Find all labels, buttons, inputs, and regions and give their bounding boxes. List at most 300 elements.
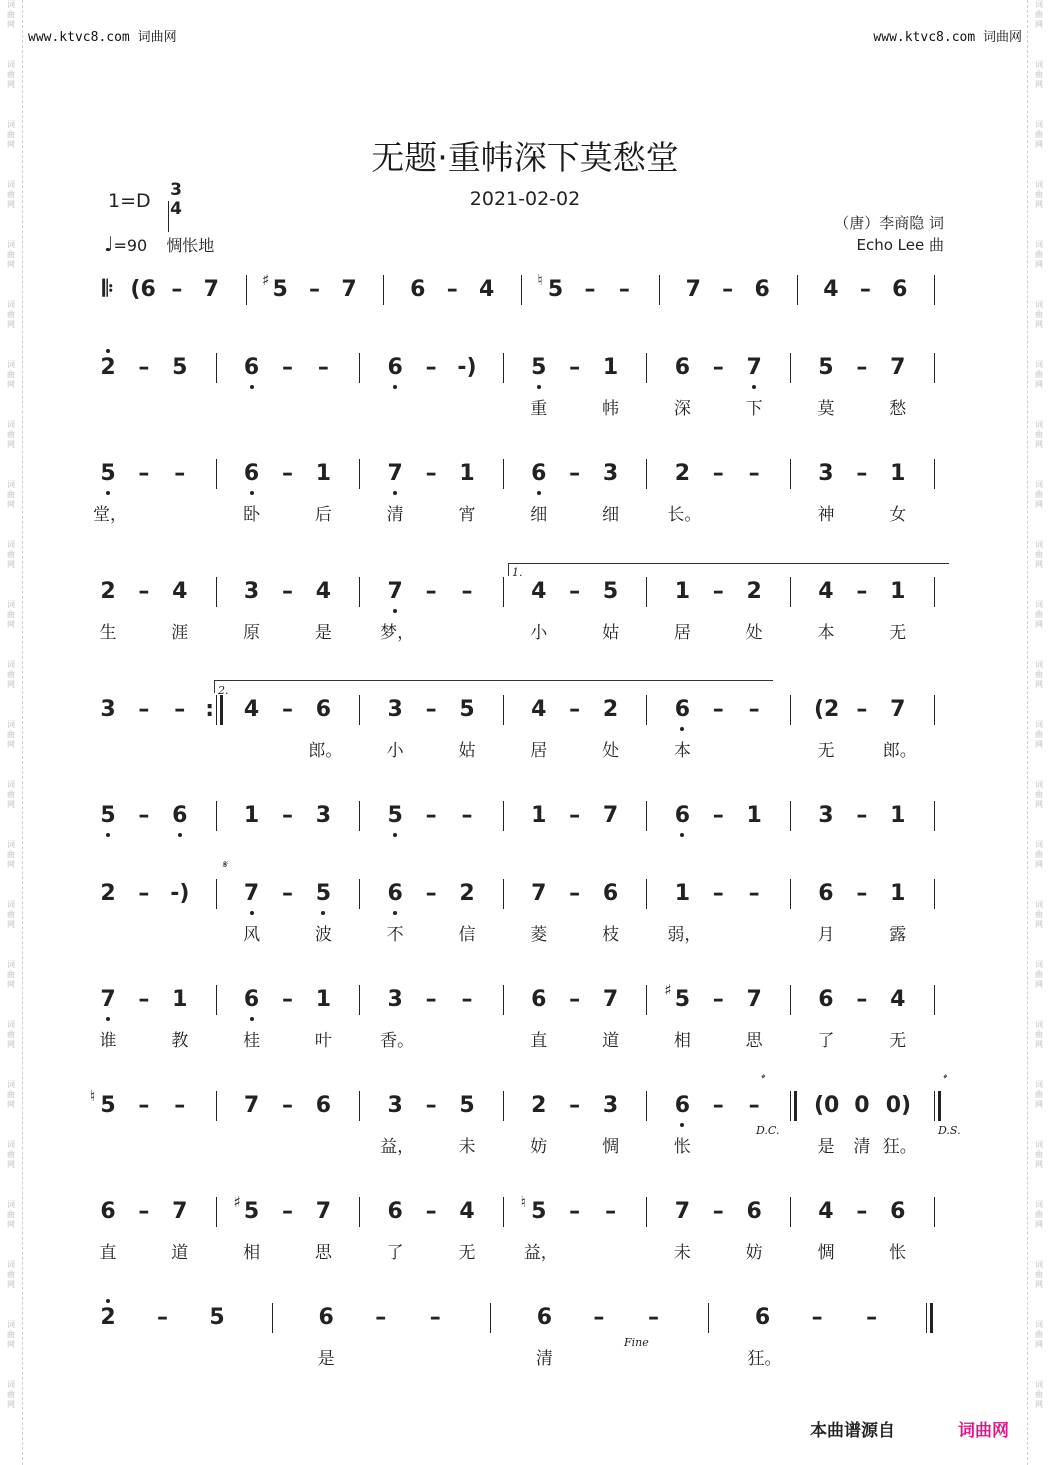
sharp-icon: ♯: [664, 981, 672, 999]
bar-line: [503, 879, 504, 909]
note: 4: [531, 579, 547, 604]
lyric-syllable: 道: [602, 1031, 620, 1051]
duration-dash: –: [569, 697, 581, 722]
source-link[interactable]: 词曲网: [958, 1421, 1009, 1441]
watermark-block: 词 曲 网: [1035, 1200, 1043, 1229]
note: 2: [100, 355, 116, 380]
bar-line: [220, 695, 223, 725]
bar-line: [790, 577, 791, 607]
lower-octave-dot: [393, 385, 397, 389]
bar-line: [646, 1091, 647, 1121]
note: 7: [315, 1199, 332, 1224]
note: 5: [172, 355, 188, 380]
note: 7: [341, 277, 357, 302]
bar-line: [646, 577, 647, 607]
note: 6: [387, 881, 403, 906]
bar-line: [934, 985, 935, 1015]
watermark-block: 词 曲 网: [1035, 0, 1043, 29]
note: 6: [602, 881, 619, 906]
watermark-block: 词 曲 网: [1035, 180, 1043, 209]
left-watermark-strip: [0, 0, 22, 1465]
note: 6: [674, 1093, 690, 1118]
bar-line: [359, 695, 360, 725]
lyric-syllable: 了: [817, 1031, 835, 1051]
note: 1: [890, 579, 906, 604]
lyric-syllable: 本: [817, 623, 835, 643]
note: 2: [100, 1305, 116, 1330]
watermark-block: 词 曲 网: [7, 0, 15, 29]
note: 7: [387, 579, 403, 604]
lyric-syllable: 惆: [817, 1243, 835, 1263]
bar-line: [216, 459, 217, 489]
bar-line: [216, 879, 217, 909]
duration-dash: –: [593, 1305, 605, 1330]
composer-credit: Echo Lee 曲: [856, 236, 944, 254]
lyric-syllable: 细: [530, 505, 548, 525]
duration-dash: –: [712, 461, 724, 486]
watermark-block: 词 曲 网: [7, 600, 15, 629]
right-margin-line: [1027, 0, 1028, 1465]
natural-icon: ♮: [520, 1193, 527, 1211]
note: 4: [459, 1199, 475, 1224]
duration-dash: –: [281, 579, 293, 604]
repeat-dots: :: [205, 697, 215, 722]
site-url-left[interactable]: www.ktvc8.com 词曲网: [28, 30, 177, 45]
duration-dash: –: [138, 1093, 150, 1118]
bar-line: [359, 801, 360, 831]
bar-line: [934, 577, 935, 607]
lower-octave-dot: [680, 1123, 684, 1127]
duration-dash: –: [281, 881, 293, 906]
note: 5: [272, 277, 288, 302]
note: 6: [100, 1199, 116, 1224]
lyric-syllable: 无: [889, 1031, 907, 1051]
lyric-syllable: 妨: [745, 1243, 763, 1263]
lower-octave-dot: [321, 911, 325, 915]
note: 5: [547, 277, 564, 302]
watermark-block: 词 曲 网: [7, 420, 15, 449]
duration-dash: –: [569, 355, 581, 380]
lyric-syllable: 相: [243, 1243, 261, 1263]
note: 6: [315, 697, 332, 722]
lower-octave-dot: [393, 491, 397, 495]
lower-octave-dot: [250, 1017, 254, 1021]
lyric-syllable: 香。: [380, 1031, 415, 1051]
lyric-syllable: 帏: [602, 399, 620, 419]
watermark-block: 词 曲 网: [7, 180, 15, 209]
lyric-syllable: 梦，: [380, 623, 415, 643]
volta-bracket: [508, 563, 949, 576]
note: 6: [674, 697, 690, 722]
lyric-syllable: 教: [171, 1031, 189, 1051]
lower-octave-dot: [250, 911, 254, 915]
lower-octave-dot: [752, 385, 756, 389]
duration-dash: –: [856, 987, 868, 1012]
lyric-syllable: 相: [673, 1031, 691, 1051]
note: 3: [243, 579, 260, 604]
lyric-syllable: 长。: [667, 505, 702, 525]
duration-dash: –: [859, 277, 871, 302]
lower-octave-dot: [680, 727, 684, 731]
watermark-block: 词 曲 网: [1035, 60, 1043, 89]
note: 6: [754, 277, 770, 302]
ds-label: D.S.: [938, 1124, 961, 1137]
bar-line: [790, 459, 791, 489]
bar-line: [646, 985, 647, 1015]
watermark-block: 词 曲 网: [1035, 480, 1043, 509]
lower-octave-dot: [393, 609, 397, 613]
bar-line: [934, 695, 935, 725]
segno-icon: 𝄋: [222, 858, 227, 871]
bar-line: [359, 1091, 360, 1121]
duration-dash: –: [425, 1093, 437, 1118]
note: 7: [172, 1199, 188, 1224]
repeat-start: 𝄆: [102, 277, 114, 302]
duration-dash: –: [618, 277, 630, 302]
duration-dash: –: [174, 697, 186, 722]
note: 6: [818, 881, 834, 906]
coda-icon: 𝄌: [760, 1072, 764, 1085]
watermark-block: 词 曲 网: [1035, 1320, 1043, 1349]
bar-line: [646, 879, 647, 909]
bar-line: [359, 353, 360, 383]
note: 5: [100, 1093, 116, 1118]
lyric-syllable: 姑: [602, 623, 620, 643]
bar-line: [790, 1091, 791, 1121]
volta-2-label: 2.: [218, 684, 229, 697]
duration-dash: –: [425, 803, 437, 828]
note: 1: [459, 461, 475, 486]
duration-dash: –: [425, 355, 437, 380]
note: 3: [387, 1093, 403, 1118]
duration-dash: –: [281, 803, 293, 828]
duration-dash: –: [748, 697, 760, 722]
lyric-syllable: 怅: [673, 1137, 691, 1157]
note: 7: [746, 355, 762, 380]
lyric-syllable: 叶: [314, 1031, 332, 1051]
bar-line: [646, 695, 647, 725]
duration-dash: –: [317, 355, 329, 380]
watermark-block: 词 曲 网: [7, 480, 15, 509]
note: 5: [100, 461, 116, 486]
note: 4: [890, 987, 906, 1012]
note: 0): [885, 1093, 912, 1118]
note: 7: [685, 277, 701, 302]
tempo-value: =90: [113, 236, 148, 255]
note: 2: [602, 697, 619, 722]
watermark-block: 词 曲 网: [7, 1140, 15, 1169]
duration-dash: –: [856, 355, 868, 380]
lyric-syllable: 妨: [530, 1137, 548, 1157]
bar-line: [359, 985, 360, 1015]
watermark-block: 词 曲 网: [1035, 360, 1043, 389]
duration-dash: –: [569, 803, 581, 828]
duration-dash: –: [569, 1199, 581, 1224]
duration-dash: –: [569, 579, 581, 604]
bar-line: [503, 695, 504, 725]
natural-icon: ♮: [90, 1087, 96, 1105]
watermark-block: 词 曲 网: [7, 960, 15, 989]
note: 5: [387, 803, 403, 828]
watermark-block: 词 曲 网: [1035, 600, 1043, 629]
note: 1: [315, 987, 332, 1012]
bar-line: [790, 353, 791, 383]
watermark-block: 词 曲 网: [1035, 420, 1043, 449]
note: 3: [387, 987, 403, 1012]
watermark-block: 词 曲 网: [7, 1080, 15, 1109]
note: 1: [674, 579, 690, 604]
watermark-block: 词 曲 网: [1035, 1380, 1043, 1409]
note: 7: [203, 277, 219, 302]
lyric-syllable: 是: [817, 1137, 835, 1157]
lower-octave-dot: [106, 491, 110, 495]
note: 7: [746, 987, 762, 1012]
duration-dash: –: [856, 697, 868, 722]
key-signature: 1=D: [108, 190, 151, 212]
bar-line: [503, 577, 504, 607]
duration-dash: –: [748, 1093, 760, 1118]
duration-dash: –: [281, 1199, 293, 1224]
duration-dash: –: [748, 461, 760, 486]
duration-dash: –: [605, 1199, 617, 1224]
upper-octave-dot: [106, 1299, 110, 1303]
duration-dash: –: [425, 461, 437, 486]
bar-line: [790, 801, 791, 831]
bar-line: [934, 879, 935, 909]
lyric-syllable: 不: [386, 925, 404, 945]
lyric-syllable: 居: [530, 741, 548, 761]
note: 5: [459, 1093, 475, 1118]
bar-line: [708, 1303, 709, 1333]
lyric-syllable: 未: [673, 1243, 691, 1263]
note: 4: [823, 277, 839, 302]
watermark-block: 词 曲 网: [7, 720, 15, 749]
note: 7: [243, 1093, 260, 1118]
note: 4: [818, 1199, 834, 1224]
lyricist-credit: （唐）李商隐 词: [834, 214, 944, 232]
watermark-block: 词 曲 网: [7, 1020, 15, 1049]
lyric-syllable: 是: [317, 1349, 335, 1369]
note: (0: [813, 1093, 840, 1118]
duration-dash: –: [712, 579, 724, 604]
lyric-syllable: 处: [745, 623, 763, 643]
duration-dash: –: [722, 277, 734, 302]
duration-dash: –: [281, 355, 293, 380]
coda-icon-2: 𝄌: [942, 1072, 946, 1085]
bar-line: [797, 275, 798, 305]
duration-dash: –: [712, 355, 724, 380]
note: 1: [746, 803, 762, 828]
note: 1: [602, 355, 619, 380]
duration-dash: –: [138, 461, 150, 486]
lyric-syllable: 狂。: [747, 1349, 782, 1369]
note: 7: [531, 881, 547, 906]
lyric-syllable: 涯: [171, 623, 189, 643]
lyric-syllable: 思: [745, 1031, 763, 1051]
bar-line: [790, 695, 791, 725]
lyric-syllable: 无: [817, 741, 835, 761]
lyric-syllable: 枝: [602, 925, 620, 945]
lyric-syllable: 惆: [602, 1137, 620, 1157]
sharp-icon: ♯: [262, 271, 270, 289]
lyric-syllable: 露: [889, 925, 907, 945]
dc-label: D.C.: [756, 1124, 780, 1137]
watermark-block: 词 曲 网: [1035, 1080, 1043, 1109]
duration-dash: –: [281, 697, 293, 722]
sharp-icon: ♯: [233, 1193, 241, 1211]
lyric-syllable: 宵: [458, 505, 476, 525]
lyric-syllable: 女: [889, 505, 907, 525]
duration-dash: –: [712, 1199, 724, 1224]
duration-dash: –: [811, 1305, 823, 1330]
bar-line: [934, 275, 935, 305]
bar-line: [503, 459, 504, 489]
lower-octave-dot: [178, 833, 182, 837]
watermark-block: 词 曲 网: [7, 540, 15, 569]
note: 6: [754, 1305, 771, 1330]
note: 6: [243, 461, 260, 486]
note: -): [170, 881, 190, 906]
lyric-syllable: 益，: [523, 1243, 558, 1263]
duration-dash: –: [712, 881, 724, 906]
note: 6: [892, 277, 908, 302]
note: 3: [387, 697, 403, 722]
bar-line: [646, 353, 647, 383]
bar-line: [659, 275, 660, 305]
bar-line: [790, 985, 791, 1015]
lyric-syllable: 是: [314, 623, 332, 643]
note: 4: [315, 579, 332, 604]
duration-dash: –: [425, 579, 437, 604]
note: 6: [243, 987, 260, 1012]
watermark-block: 词 曲 网: [7, 1320, 15, 1349]
watermark-block: 词 曲 网: [7, 840, 15, 869]
watermark-block: 词 曲 网: [7, 1380, 15, 1409]
note: 1: [243, 803, 260, 828]
bar-line: [934, 1091, 935, 1121]
watermark-block: 词 曲 网: [7, 300, 15, 329]
bar-line: [521, 275, 522, 305]
duration-dash: –: [856, 579, 868, 604]
note: 5: [818, 355, 834, 380]
note: 1: [315, 461, 332, 486]
bar-line: [216, 353, 217, 383]
lyric-syllable: 细: [602, 505, 620, 525]
note: 4: [818, 579, 834, 604]
bar-line: [272, 1303, 273, 1333]
note: 3: [818, 461, 834, 486]
lyric-syllable: 愁: [889, 399, 907, 419]
lyric-syllable: 道: [171, 1243, 189, 1263]
lower-octave-dot: [106, 1017, 110, 1021]
lyric-syllable: 思: [314, 1243, 332, 1263]
note: -): [457, 355, 477, 380]
note: 6: [387, 1199, 403, 1224]
duration-dash: –: [569, 1093, 581, 1118]
duration-dash: –: [281, 1093, 293, 1118]
watermark-block: 词 曲 网: [1035, 120, 1043, 149]
volta-bracket: [214, 680, 773, 693]
note: 1: [172, 987, 188, 1012]
note: 6: [531, 987, 547, 1012]
note: 5: [531, 355, 547, 380]
lyric-syllable: 卧: [243, 505, 261, 525]
bar-line: [216, 1091, 217, 1121]
note: 5: [209, 1305, 225, 1330]
bar-line: [503, 801, 504, 831]
lyric-syllable: 狂。: [882, 1137, 917, 1157]
note: 3: [602, 1093, 619, 1118]
watermark-block: 词 曲 网: [1035, 1140, 1043, 1169]
note: 6: [315, 1093, 332, 1118]
duration-dash: –: [446, 277, 458, 302]
fine-label: Fine: [624, 1336, 649, 1349]
duration-dash: –: [425, 1199, 437, 1224]
watermark-block: 词 曲 网: [7, 780, 15, 809]
duration-dash: –: [712, 987, 724, 1012]
lower-octave-dot: [393, 833, 397, 837]
duration-dash: –: [712, 697, 724, 722]
duration-dash: –: [647, 1305, 659, 1330]
bar-line: [383, 275, 384, 305]
duration-dash: –: [138, 355, 150, 380]
watermark-block: 词 曲 网: [1035, 660, 1043, 689]
lower-octave-dot: [680, 833, 684, 837]
watermark-block: 词 曲 网: [7, 60, 15, 89]
note: 6: [890, 1199, 906, 1224]
lyric-syllable: 弱，: [667, 925, 702, 945]
note: 7: [890, 355, 906, 380]
note: 3: [100, 697, 116, 722]
duration-dash: –: [712, 1093, 724, 1118]
source-label: 本曲谱源自: [810, 1421, 895, 1441]
bar-line: [926, 1303, 927, 1333]
bar-line: [934, 459, 935, 489]
note: 6: [387, 355, 403, 380]
lyric-syllable: 桂: [243, 1031, 261, 1051]
bar-line: [646, 459, 647, 489]
note: 6: [674, 803, 690, 828]
note: 2: [459, 881, 475, 906]
note: 4: [172, 579, 188, 604]
note: 6: [531, 461, 547, 486]
duration-dash: –: [429, 1305, 441, 1330]
site-url-right[interactable]: www.ktvc8.com 词曲网: [873, 30, 1022, 45]
note: 2: [100, 579, 116, 604]
note: 1: [531, 803, 547, 828]
duration-dash: –: [856, 1199, 868, 1224]
note: 0: [854, 1093, 870, 1118]
duration-dash: –: [138, 697, 150, 722]
duration-dash: –: [425, 987, 437, 1012]
volta-1-label: 1.: [512, 566, 523, 579]
lyric-syllable: 小: [386, 741, 404, 761]
duration-dash: –: [712, 803, 724, 828]
bar-line: [794, 1091, 797, 1121]
lower-octave-dot: [106, 833, 110, 837]
lyric-syllable: 清: [386, 505, 404, 525]
note: 6: [243, 355, 260, 380]
bar-line: [934, 801, 935, 831]
song-title: 无题·重帏深下莫愁堂: [371, 138, 679, 177]
lyric-syllable: 怅: [889, 1243, 907, 1263]
note: 5: [243, 1199, 260, 1224]
duration-dash: –: [569, 987, 581, 1012]
lower-octave-dot: [250, 491, 254, 495]
note: 4: [531, 697, 547, 722]
lower-octave-dot: [393, 911, 397, 915]
watermark-block: 词 曲 网: [1035, 960, 1043, 989]
